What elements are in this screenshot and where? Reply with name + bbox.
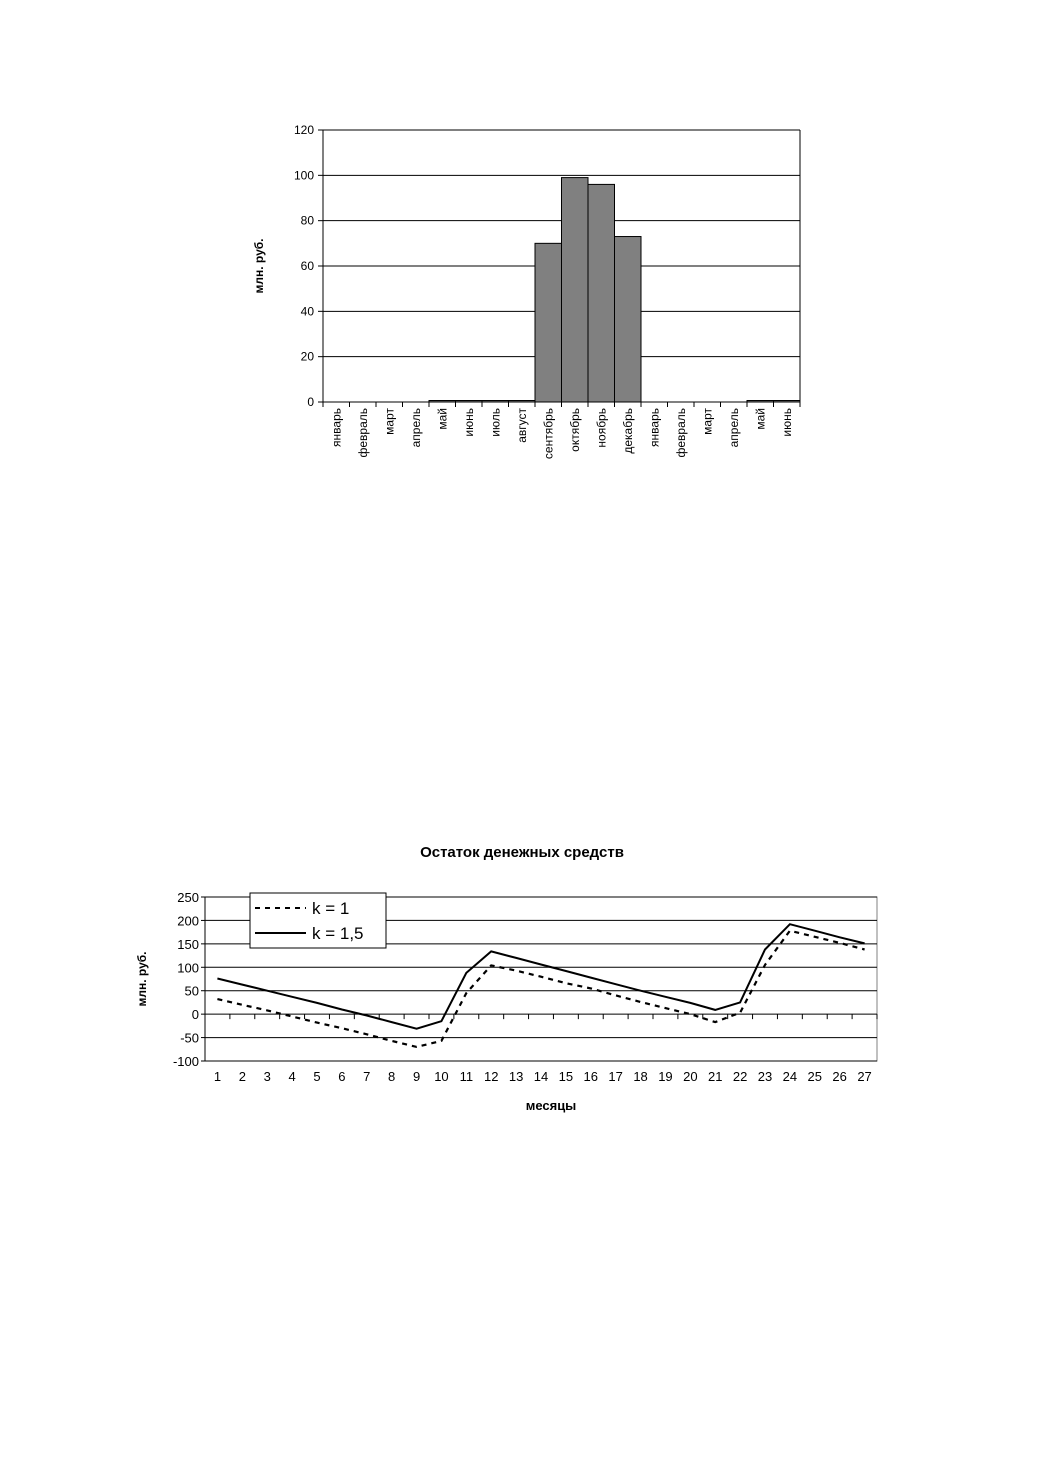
x-tick-label: ноябрь — [594, 408, 609, 448]
x-tick-label: 18 — [633, 1069, 648, 1084]
x-tick-label: 20 — [683, 1069, 698, 1084]
x-tick-label: 8 — [388, 1069, 396, 1084]
x-tick-label: февраль — [355, 408, 370, 458]
cash-balance-line-chart — [122, 830, 920, 1120]
y-axis-label: млн. руб. — [135, 951, 149, 1007]
x-tick-label: 15 — [558, 1069, 574, 1084]
bar — [535, 243, 562, 402]
x-tick-label: 26 — [832, 1069, 847, 1084]
x-tick-label: март — [700, 408, 715, 435]
y-tick-label: 60 — [300, 259, 314, 273]
bar — [482, 401, 509, 403]
bar — [588, 184, 615, 402]
legend-label-1: k = 1 — [312, 899, 350, 918]
x-tick-label: апрель — [408, 408, 423, 448]
x-tick-label: март — [382, 408, 397, 435]
x-tick-label: 25 — [807, 1069, 823, 1084]
x-tick-label: октябрь — [567, 408, 582, 452]
y-tick-label: 0 — [191, 1007, 199, 1023]
x-tick-label: июнь — [461, 408, 476, 437]
x-tick-label: 1 — [213, 1069, 222, 1084]
y-tick-label: 200 — [177, 913, 199, 929]
bar — [509, 401, 536, 403]
x-tick-label: апрель — [726, 408, 741, 448]
x-tick-label: 19 — [658, 1069, 673, 1084]
x-tick-label: 2 — [238, 1069, 246, 1084]
bar — [774, 401, 801, 403]
y-tick-label: 150 — [177, 936, 199, 952]
x-tick-label: 13 — [508, 1069, 524, 1084]
x-tick-label: 21 — [707, 1069, 723, 1084]
y-tick-label: 250 — [177, 890, 199, 905]
y-tick-label: 20 — [300, 349, 314, 364]
bar — [456, 401, 483, 403]
legend — [250, 893, 386, 948]
x-tick-label: июнь — [779, 408, 794, 437]
line-chart-svg — [122, 830, 920, 1120]
x-tick-label: 7 — [363, 1069, 371, 1084]
chart-title: Остаток денежных средств — [420, 844, 624, 861]
x-tick-label: февраль — [673, 408, 688, 458]
y-tick-label: 80 — [300, 213, 314, 228]
bar — [615, 237, 642, 402]
x-tick-label: 24 — [782, 1069, 798, 1084]
y-tick-label: -100 — [172, 1054, 199, 1069]
x-tick-label: 9 — [412, 1069, 421, 1084]
x-tick-label: 6 — [338, 1069, 346, 1084]
x-tick-label: декабрь — [620, 408, 635, 454]
y-tick-label: 100 — [293, 168, 314, 183]
y-axis-label: млн. руб. — [252, 238, 266, 294]
x-tick-label: 4 — [288, 1069, 296, 1084]
x-tick-label: 12 — [483, 1069, 499, 1084]
legend-label-2: k = 1,5 — [312, 924, 364, 943]
x-tick-label: июль — [488, 408, 503, 437]
x-tick-label: 22 — [732, 1069, 748, 1084]
x-tick-label: 5 — [313, 1069, 321, 1084]
x-tick-label: август — [514, 408, 529, 443]
x-tick-label: май — [435, 408, 450, 430]
monthly-bar-chart — [233, 102, 823, 465]
x-tick-label: 10 — [434, 1069, 449, 1084]
bar — [562, 178, 589, 402]
bar — [429, 401, 456, 403]
x-tick-label: 16 — [583, 1069, 599, 1084]
x-tick-label: январь — [329, 408, 344, 447]
bar — [747, 401, 774, 403]
y-tick-label: -50 — [180, 1030, 199, 1046]
x-tick-label: сентябрь — [541, 408, 556, 460]
x-axis-label: месяцы — [525, 1098, 577, 1113]
x-tick-label: 27 — [857, 1069, 872, 1084]
y-tick-label: 100 — [177, 960, 199, 976]
x-tick-label: 11 — [459, 1069, 474, 1084]
y-tick-label: 50 — [184, 983, 199, 999]
bar-chart-svg — [233, 102, 823, 465]
y-tick-label: 0 — [307, 395, 314, 409]
x-tick-label: 3 — [263, 1069, 271, 1084]
x-tick-label: январь — [647, 408, 662, 447]
x-tick-label: май — [753, 408, 768, 430]
y-tick-label: 120 — [293, 123, 314, 137]
y-tick-label: 40 — [300, 304, 314, 319]
x-tick-label: 23 — [757, 1069, 773, 1084]
x-tick-label: 17 — [608, 1069, 623, 1084]
x-tick-label: 14 — [533, 1069, 549, 1084]
